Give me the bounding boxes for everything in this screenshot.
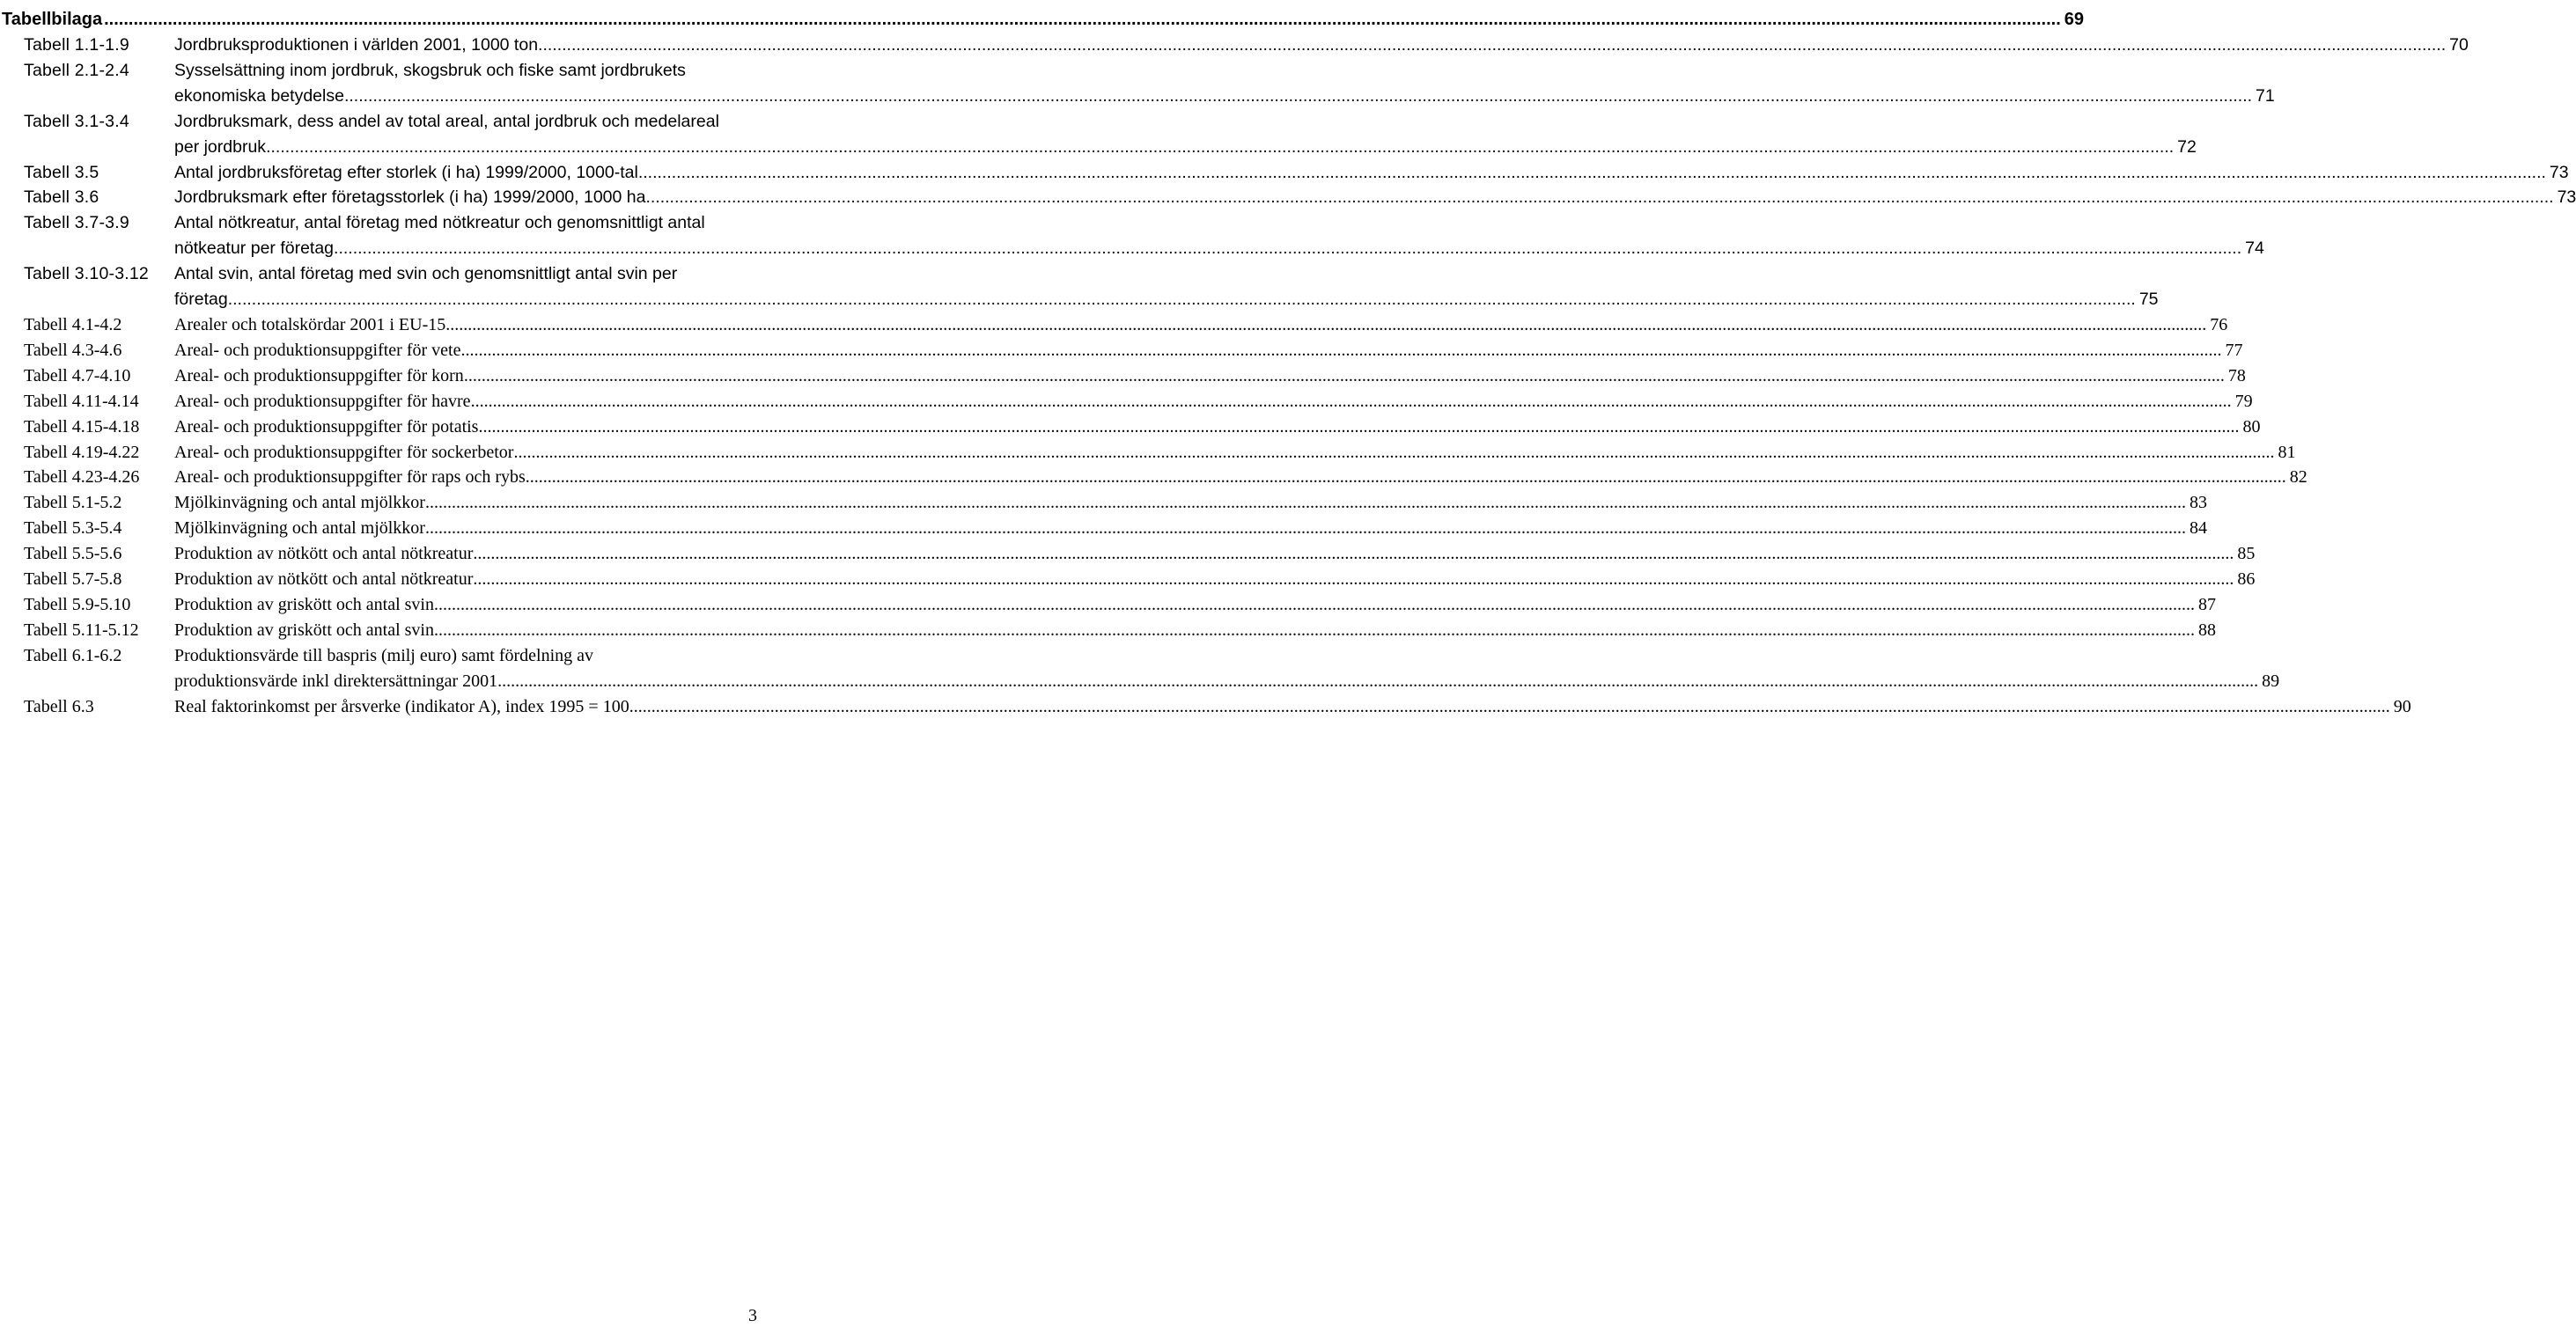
toc-entry[interactable]: [24, 312, 2228, 338]
toc-entry-page-number: 87: [2197, 594, 2216, 614]
toc-entry[interactable]: [24, 33, 2469, 58]
section-title: Tabellbilaga: [2, 10, 103, 29]
toc-entry-line: [174, 236, 2264, 261]
toc-entry-text: Areal- och produktionsuppgifter för potatis: [174, 416, 479, 437]
toc-entry-page-number: 80: [2242, 416, 2261, 437]
toc-entry-line: [174, 643, 843, 669]
toc-entry-label: Tabell 5.1-5.2: [24, 493, 122, 513]
toc-entry-description: [174, 567, 2256, 592]
toc-entry-line: [174, 389, 2253, 415]
toc-entry-label: Tabell 3.5: [24, 162, 99, 182]
toc-entry[interactable]: [24, 160, 2569, 186]
toc-entry-label: Tabell 5.3-5.4: [24, 518, 122, 539]
dot-leader: ................................................................................................................................................................................................................................................................................................................................................................................................................: [424, 518, 2186, 539]
toc-entry[interactable]: [24, 389, 2253, 415]
toc-entry-label: Tabell 3.10-3.12: [24, 264, 149, 284]
toc-entry-description: [174, 261, 2159, 312]
toc-entry-label: Tabell 2.1-2.4: [24, 60, 129, 80]
toc-entry-page-number: 78: [2227, 365, 2246, 385]
dot-leader: ................................................................................................................................................................................................................................................................................................................................................................................................................: [538, 35, 2447, 55]
toc-entry-page-number: 81: [2278, 442, 2296, 462]
section-page-number: 69: [2064, 10, 2085, 29]
toc-entry-description: [174, 210, 2264, 261]
toc-entry-line: [174, 567, 2256, 592]
toc-entry-label: Tabell 4.11-4.14: [24, 391, 139, 411]
toc-entry-description: [174, 618, 2216, 643]
toc-entry-page-number: 82: [2289, 467, 2307, 488]
toc-entry-page-number: 88: [2197, 620, 2216, 640]
toc-entry-description: [174, 415, 2261, 440]
dot-leader: ................................................................................................................................................................................................................................................................................................................................................................................................................: [463, 365, 2225, 385]
toc-entry-description: [174, 516, 2207, 541]
dot-leader: ................................................................................................................................................................................................................................................................................................................................................................................................................: [478, 416, 2240, 437]
toc-entry-text: Produktion av griskött och antal svin: [174, 620, 434, 640]
toc-entry-text: Produktion av griskött och antal svin: [174, 594, 434, 614]
toc-entry-description: [174, 643, 2280, 694]
toc-entry-page-number: 83: [2189, 493, 2207, 513]
table-of-contents: [24, 33, 2576, 719]
toc-entry-text: Areal- och produktionsuppgifter för havre: [174, 391, 471, 411]
toc-entry-label: Tabell 3.7-3.9: [24, 213, 129, 233]
toc-entry-page-number: 71: [2256, 85, 2275, 106]
toc-entry-text: Antal jordbruksföretag efter storlek (i ha) 1999/2000, 1000-tal: [174, 162, 638, 182]
dot-leader: ................................................................................................................................................................................................................................................................................................................................................................................................................: [629, 696, 2390, 716]
toc-entry-line: [174, 618, 2216, 643]
dot-leader: ................................................................................................................................................................................................................................................................................................................................................................................................................: [473, 569, 2234, 590]
toc-entry-line: [174, 287, 2159, 312]
toc-entry-text: Arealer och totalskördar 2001 i EU-15: [174, 314, 446, 334]
dot-leader: ................................................................................................................................................................................................................................................................................................................................................................................................................: [525, 467, 2286, 488]
toc-entry[interactable]: [24, 109, 2197, 160]
toc-entry-line: [174, 261, 843, 287]
dot-leader: ................................................................................................................................................................................................................................................................................................................................................................................................................: [433, 594, 2195, 614]
toc-entry-line: [174, 33, 2469, 58]
dot-leader: ................................................................................................................................................................................................................................................................................................................................................................................................................: [266, 136, 2175, 157]
toc-entry-line: [174, 415, 2261, 440]
toc-entry-text: Areal- och produktionsuppgifter för sockerbetor: [174, 442, 514, 462]
toc-entry[interactable]: [24, 338, 2243, 363]
dot-leader: ................................................................................................................................................................................................................................................................................................................................................................................................................: [424, 493, 2186, 513]
toc-entry-line: [174, 160, 2569, 186]
toc-entry-line: [174, 363, 2246, 389]
toc-entry-label: Tabell 5.7-5.8: [24, 569, 122, 590]
toc-entry-text: Jordbruksproduktionen i världen 2001, 1000 ton: [174, 35, 539, 55]
toc-entry-page-number: 85: [2237, 544, 2256, 564]
toc-entry-description: [174, 592, 2216, 618]
toc-entry-page-number: 73: [2557, 187, 2576, 208]
toc-entry-text: produktionsvärde inkl direktersättningar 2001: [174, 671, 498, 691]
toc-entry-text: Jordbruksmark, dess andel av total areal, antal jordbruk och medelareal: [174, 111, 719, 131]
toc-entry-page-number: 75: [2138, 290, 2159, 310]
toc-entry-line: [174, 465, 2307, 490]
toc-entry-description: [174, 312, 2228, 338]
toc-entry-label: Tabell 4.23-4.26: [24, 467, 140, 488]
dot-leader: ................................................................................................................................................................................................................................................................................................................................................................................................................: [637, 162, 2546, 182]
toc-entry-text: Antal nötkreatur, antal företag med nötkreatur och genomsnittligt antal: [174, 213, 705, 233]
toc-entry[interactable]: [24, 516, 2207, 541]
toc-entry-text: företag: [174, 290, 228, 310]
dot-leader: ................................................................................................................................................................................................................................................................................................................................................................................................................: [227, 290, 2136, 310]
toc-entry-description: [174, 33, 2469, 58]
toc-entry-text: nötkeatur per företag: [174, 238, 335, 259]
toc-entry-label: Tabell 4.15-4.18: [24, 416, 140, 437]
toc-entry-label: Tabell 4.1-4.2: [24, 314, 122, 334]
toc-entry-description: [174, 541, 2256, 567]
page-number: 3: [748, 1306, 757, 1325]
toc-entry-line: [174, 58, 843, 84]
toc-entry-page-number: 84: [2189, 518, 2207, 539]
toc-entry-line: [174, 694, 2411, 720]
toc-entry[interactable]: [24, 643, 2280, 694]
toc-entry-label: Tabell 6.1-6.2: [24, 645, 122, 665]
toc-entry-text: Mjölkinvägning och antal mjölkkor: [174, 493, 425, 513]
toc-entry[interactable]: [24, 440, 2296, 466]
toc-entry[interactable]: [24, 363, 2246, 389]
toc-entry-line: [174, 490, 2207, 516]
toc-entry-page-number: 76: [2210, 314, 2228, 334]
toc-entry-label: Tabell 4.19-4.22: [24, 442, 140, 462]
toc-entry-text: Areal- och produktionsuppgifter för vete: [174, 340, 461, 360]
toc-entry-label: Tabell 5.5-5.6: [24, 544, 122, 564]
toc-entry-text: Real faktorinkomst per årsverke (indikator A), index 1995 = 100: [174, 696, 629, 716]
toc-entry-description: [174, 490, 2207, 516]
toc-entry-label: Tabell 3.6: [24, 187, 99, 208]
toc-entry[interactable]: [24, 465, 2307, 490]
dot-leader: ................................................................................................................................................................................................................................................................................................................................................................................................................: [645, 187, 2554, 208]
toc-entry-description: [174, 160, 2569, 186]
toc-entry-line: [174, 210, 843, 236]
toc-entry-line: [174, 109, 843, 135]
toc-entry[interactable]: [24, 415, 2261, 440]
dot-leader: ................................................................................................................................................................................................................................................................................................................................................................................................................: [513, 442, 2275, 462]
toc-entry-text: Antal svin, antal företag med svin och genomsnittligt antal svin per: [174, 264, 678, 284]
dot-leader: ................................................................................................................................................................................................................................................................................................................................................................................................................: [473, 544, 2234, 564]
toc-entry[interactable]: [24, 618, 2216, 643]
toc-entry-label: Tabell 4.7-4.10: [24, 365, 131, 385]
toc-entry-page-number: 74: [2245, 238, 2264, 259]
toc-entry-line: [174, 541, 2256, 567]
toc-entry[interactable]: [24, 490, 2207, 516]
toc-entry-label: Tabell 4.3-4.6: [24, 340, 122, 360]
toc-entry-page-number: 90: [2393, 696, 2411, 716]
toc-entry-description: [174, 465, 2307, 490]
toc-entry-label: Tabell 3.1-3.4: [24, 111, 129, 131]
toc-entry-description: [174, 363, 2246, 389]
toc-entry-page-number: 77: [2225, 340, 2243, 360]
toc-entry-label: Tabell 5.11-5.12: [24, 620, 139, 640]
toc-entry[interactable]: [24, 541, 2256, 567]
toc-section-heading: [2, 0, 2085, 30]
toc-entry-text: Sysselsättning inom jordbruk, skogsbruk och fiske samt jordbrukets: [174, 60, 686, 80]
toc-entry[interactable]: [24, 58, 2275, 109]
dot-leader: ................................................................................................................................................................................................................................................................................................................................................................................................................: [343, 85, 2253, 106]
toc-entry[interactable]: [24, 185, 2576, 210]
toc-entry[interactable]: [24, 694, 2411, 720]
dot-leader: ................................................................................................................................................................................................................................................................................................................................................................................................................: [497, 671, 2259, 691]
toc-entry-page-number: 72: [2177, 136, 2197, 157]
dot-leader: ................................................................................................................................................................................................................................................................................................................................................................................................................: [433, 620, 2195, 640]
toc-entry-description: [174, 109, 2197, 160]
toc-entry-description: [174, 58, 2275, 109]
toc-entry-line: [174, 312, 2228, 338]
toc-entry-text: Areal- och produktionsuppgifter för raps och rybs: [174, 467, 526, 488]
dot-leader: ................................................................................................................................................................................................................................................................................................................................................................................................................: [104, 10, 2061, 29]
toc-entry-line: [174, 440, 2296, 466]
dot-leader: ................................................................................................................................................................................................................................................................................................................................................................................................................: [460, 340, 2222, 360]
toc-entry-description: [174, 338, 2243, 363]
dot-leader: ................................................................................................................................................................................................................................................................................................................................................................................................................: [445, 314, 2207, 334]
toc-entry-line: [174, 338, 2243, 363]
toc-entry-description: [174, 185, 2576, 210]
toc-entry-line: [174, 516, 2207, 541]
toc-entry-page-number: 89: [2262, 671, 2280, 691]
toc-entry-text: per jordbruk: [174, 136, 267, 157]
toc-entry[interactable]: [24, 261, 2159, 312]
toc-entry-text: Produktion av nötkött och antal nötkreatur: [174, 544, 474, 564]
toc-entry-label: Tabell 5.9-5.10: [24, 594, 131, 614]
toc-entry[interactable]: [24, 210, 2264, 261]
toc-entry-page-number: 86: [2237, 569, 2256, 590]
toc-entry-description: [174, 694, 2411, 720]
toc-entry-label: Tabell 1.1-1.9: [24, 35, 129, 55]
toc-entry-text: Jordbruksmark efter företagsstorlek (i ha) 1999/2000, 1000 ha: [174, 187, 646, 208]
dot-leader: ................................................................................................................................................................................................................................................................................................................................................................................................................: [334, 238, 2242, 259]
toc-entry-text: ekonomiska betydelse: [174, 85, 344, 106]
toc-entry-line: [174, 135, 2197, 160]
toc-entry[interactable]: [24, 592, 2216, 618]
toc-entry-description: [174, 389, 2253, 415]
toc-entry-text: Produktion av nötkött och antal nötkreatur: [174, 569, 474, 590]
toc-entry-text: Mjölkinvägning och antal mjölkkor: [174, 518, 425, 539]
toc-entry-description: [174, 440, 2296, 466]
toc-entry-line: [174, 592, 2216, 618]
toc-entry-text: Produktionsvärde till baspris (milj euro) samt fördelning av: [174, 645, 594, 665]
toc-entry-page-number: 73: [2549, 162, 2569, 182]
toc-entry-text: Areal- och produktionsuppgifter för korn: [174, 365, 464, 385]
toc-entry[interactable]: [24, 567, 2256, 592]
toc-entry-line: [174, 185, 2576, 210]
toc-entry-page-number: 70: [2449, 35, 2469, 55]
toc-entry-page-number: 79: [2234, 391, 2253, 411]
toc-entry-line: [174, 84, 2275, 109]
toc-entry-line: [174, 669, 2280, 694]
dot-leader: ................................................................................................................................................................................................................................................................................................................................................................................................................: [470, 391, 2232, 411]
toc-entry-label: Tabell 6.3: [24, 696, 94, 716]
